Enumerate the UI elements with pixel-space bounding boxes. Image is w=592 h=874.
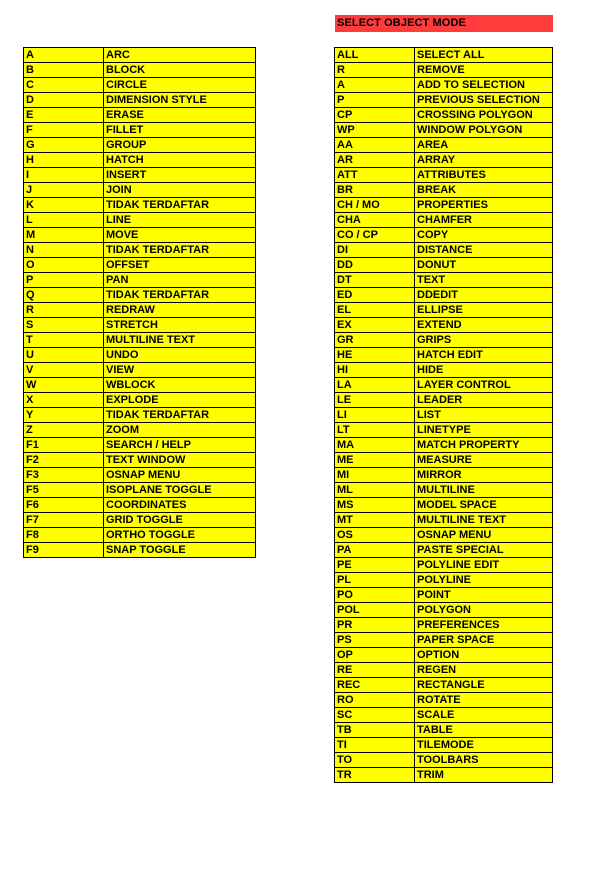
shortcut-key: EX xyxy=(335,318,415,333)
shortcut-key: W xyxy=(24,378,104,393)
command-name: REMOVE xyxy=(415,63,553,78)
table-row xyxy=(335,513,553,528)
command-name: GROUP xyxy=(104,138,256,153)
command-name: MULTILINE TEXT xyxy=(415,513,553,528)
table-row xyxy=(335,108,553,123)
shortcut-key: F5 xyxy=(24,483,104,498)
table-row xyxy=(24,138,256,153)
command-name: OSNAP MENU xyxy=(104,468,256,483)
table-row xyxy=(335,333,553,348)
command-name: SNAP TOGGLE xyxy=(104,543,256,558)
shortcut-key: MS xyxy=(335,498,415,513)
command-name: CROSSING POLYGON xyxy=(415,108,553,123)
command-name: HATCH xyxy=(104,153,256,168)
table-row xyxy=(24,423,256,438)
command-name: STRETCH xyxy=(104,318,256,333)
table-row xyxy=(335,363,553,378)
shortcut-key: DT xyxy=(335,273,415,288)
command-name: TIDAK TERDAFTAR xyxy=(104,198,256,213)
command-name: GRID TOGGLE xyxy=(104,513,256,528)
table-row xyxy=(335,453,553,468)
shortcut-key: MI xyxy=(335,468,415,483)
shortcut-key: F8 xyxy=(24,528,104,543)
table-row xyxy=(335,753,553,768)
shortcut-key: WP xyxy=(335,123,415,138)
command-name: ORTHO TOGGLE xyxy=(104,528,256,543)
table-row xyxy=(335,603,553,618)
command-name: HATCH EDIT xyxy=(415,348,553,363)
command-name: RECTANGLE xyxy=(415,678,553,693)
shortcut-key: ME xyxy=(335,453,415,468)
shortcut-key: EL xyxy=(335,303,415,318)
table-row xyxy=(335,63,553,78)
command-name: TIDAK TERDAFTAR xyxy=(104,243,256,258)
table-row xyxy=(24,438,256,453)
shortcut-key: CP xyxy=(335,108,415,123)
table-row xyxy=(335,438,553,453)
command-name: OSNAP MENU xyxy=(415,528,553,543)
table-row xyxy=(24,453,256,468)
command-name: ZOOM xyxy=(104,423,256,438)
table-row xyxy=(24,303,256,318)
table-row xyxy=(335,498,553,513)
shortcut-key: F xyxy=(24,123,104,138)
table-row xyxy=(335,483,553,498)
shortcut-key: GR xyxy=(335,333,415,348)
command-name: TOOLBARS xyxy=(415,753,553,768)
table-row xyxy=(335,138,553,153)
shortcut-key: PL xyxy=(335,573,415,588)
table-row xyxy=(335,303,553,318)
table-row xyxy=(24,483,256,498)
command-name: POLYLINE EDIT xyxy=(415,558,553,573)
shortcut-key: HI xyxy=(335,363,415,378)
table-row xyxy=(24,258,256,273)
shortcut-key: CH / MO xyxy=(335,198,415,213)
shortcut-key: PR xyxy=(335,618,415,633)
table-row xyxy=(24,378,256,393)
command-shortcut-table xyxy=(23,47,256,558)
shortcut-key: J xyxy=(24,183,104,198)
table-row xyxy=(335,78,553,93)
table-row xyxy=(335,708,553,723)
shortcut-key: G xyxy=(24,138,104,153)
command-name: PREVIOUS SELECTION xyxy=(415,93,553,108)
table-row xyxy=(335,648,553,663)
table-row xyxy=(24,63,256,78)
table-row xyxy=(335,408,553,423)
command-name: TABLE xyxy=(415,723,553,738)
table-row xyxy=(335,213,553,228)
command-name: OPTION xyxy=(415,648,553,663)
table-row xyxy=(24,408,256,423)
table-row xyxy=(24,78,256,93)
command-name: POLYLINE xyxy=(415,573,553,588)
table-row xyxy=(335,678,553,693)
shortcut-key: F2 xyxy=(24,453,104,468)
command-name: PAN xyxy=(104,273,256,288)
table-row xyxy=(335,243,553,258)
table-row xyxy=(24,393,256,408)
shortcut-key: OS xyxy=(335,528,415,543)
table-row xyxy=(335,123,553,138)
table-row xyxy=(24,318,256,333)
shortcut-key: AR xyxy=(335,153,415,168)
shortcut-key: OP xyxy=(335,648,415,663)
table-row xyxy=(24,93,256,108)
shortcut-key: F1 xyxy=(24,438,104,453)
shortcut-key: F9 xyxy=(24,543,104,558)
table-row xyxy=(24,468,256,483)
command-name: ARRAY xyxy=(415,153,553,168)
command-name: PREFERENCES xyxy=(415,618,553,633)
select-object-shortcut-table xyxy=(334,47,553,783)
shortcut-key: F7 xyxy=(24,513,104,528)
shortcut-key: F3 xyxy=(24,468,104,483)
command-name: INSERT xyxy=(104,168,256,183)
shortcut-key: K xyxy=(24,198,104,213)
command-name: LINE xyxy=(104,213,256,228)
shortcut-key: AA xyxy=(335,138,415,153)
shortcut-key: U xyxy=(24,348,104,363)
command-name: ATTRIBUTES xyxy=(415,168,553,183)
command-name: EXTEND xyxy=(415,318,553,333)
table-row xyxy=(24,528,256,543)
table-row xyxy=(335,168,553,183)
table-row xyxy=(24,123,256,138)
table-row xyxy=(24,108,256,123)
command-name: TRIM xyxy=(415,768,553,783)
shortcut-key: S xyxy=(24,318,104,333)
table-row xyxy=(335,228,553,243)
command-name: TEXT xyxy=(415,273,553,288)
table-row xyxy=(335,393,553,408)
command-name: TIDAK TERDAFTAR xyxy=(104,288,256,303)
table-row xyxy=(24,168,256,183)
command-name: WBLOCK xyxy=(104,378,256,393)
command-name: TEXT WINDOW xyxy=(104,453,256,468)
shortcut-key: BR xyxy=(335,183,415,198)
shortcut-key: M xyxy=(24,228,104,243)
command-name: CHAMFER xyxy=(415,213,553,228)
table-row xyxy=(24,288,256,303)
table-row xyxy=(335,423,553,438)
command-name: MODEL SPACE xyxy=(415,498,553,513)
shortcut-key: O xyxy=(24,258,104,273)
command-name: HIDE xyxy=(415,363,553,378)
command-name: LAYER CONTROL xyxy=(415,378,553,393)
command-name: MATCH PROPERTY xyxy=(415,438,553,453)
shortcut-key: CO / CP xyxy=(335,228,415,243)
table-row xyxy=(335,318,553,333)
table-row xyxy=(24,273,256,288)
shortcut-key: LE xyxy=(335,393,415,408)
command-name: ELLIPSE xyxy=(415,303,553,318)
shortcut-key: LT xyxy=(335,423,415,438)
command-name: UNDO xyxy=(104,348,256,363)
shortcut-key: Y xyxy=(24,408,104,423)
command-name: OFFSET xyxy=(104,258,256,273)
command-name: WINDOW POLYGON xyxy=(415,123,553,138)
table-row xyxy=(335,738,553,753)
command-name: DONUT xyxy=(415,258,553,273)
table-row xyxy=(24,213,256,228)
command-name: CIRCLE xyxy=(104,78,256,93)
command-name: REGEN xyxy=(415,663,553,678)
command-name: VIEW xyxy=(104,363,256,378)
command-name: DISTANCE xyxy=(415,243,553,258)
shortcut-key: TI xyxy=(335,738,415,753)
command-name: ROTATE xyxy=(415,693,553,708)
shortcut-key: F6 xyxy=(24,498,104,513)
shortcut-key: TR xyxy=(335,768,415,783)
command-name: BREAK xyxy=(415,183,553,198)
table-row xyxy=(335,288,553,303)
shortcut-key: N xyxy=(24,243,104,258)
shortcut-key: LI xyxy=(335,408,415,423)
table-row xyxy=(335,198,553,213)
shortcut-key: X xyxy=(24,393,104,408)
table-row xyxy=(335,663,553,678)
shortcut-key: I xyxy=(24,168,104,183)
shortcut-key: RE xyxy=(335,663,415,678)
table-row xyxy=(335,573,553,588)
table-row xyxy=(335,543,553,558)
command-name: POLYGON xyxy=(415,603,553,618)
command-name: LEADER xyxy=(415,393,553,408)
table-row xyxy=(24,363,256,378)
shortcut-key: CHA xyxy=(335,213,415,228)
command-name: SCALE xyxy=(415,708,553,723)
command-name: MULTILINE xyxy=(415,483,553,498)
table-row xyxy=(335,633,553,648)
shortcut-key: L xyxy=(24,213,104,228)
command-name: MEASURE xyxy=(415,453,553,468)
command-name: BLOCK xyxy=(104,63,256,78)
shortcut-key: DD xyxy=(335,258,415,273)
shortcut-key: ALL xyxy=(335,48,415,63)
shortcut-key: Z xyxy=(24,423,104,438)
command-name: SEARCH / HELP xyxy=(104,438,256,453)
shortcut-key: SC xyxy=(335,708,415,723)
shortcut-key: DI xyxy=(335,243,415,258)
command-name: LIST xyxy=(415,408,553,423)
shortcut-key: PE xyxy=(335,558,415,573)
command-name: AREA xyxy=(415,138,553,153)
shortcut-key: P xyxy=(24,273,104,288)
shortcut-key: B xyxy=(24,63,104,78)
shortcut-key: PO xyxy=(335,588,415,603)
command-name: ADD TO SELECTION xyxy=(415,78,553,93)
shortcut-key: LA xyxy=(335,378,415,393)
table-row xyxy=(24,183,256,198)
table-row xyxy=(24,198,256,213)
command-name: JOIN xyxy=(104,183,256,198)
shortcut-key: Q xyxy=(24,288,104,303)
command-name: DIMENSION STYLE xyxy=(104,93,256,108)
command-name: DDEDIT xyxy=(415,288,553,303)
shortcut-key: T xyxy=(24,333,104,348)
table-row xyxy=(335,618,553,633)
shortcut-key: POL xyxy=(335,603,415,618)
table-row xyxy=(335,153,553,168)
command-name: COPY xyxy=(415,228,553,243)
command-name: COORDINATES xyxy=(104,498,256,513)
table-row xyxy=(24,543,256,558)
shortcut-key: REC xyxy=(335,678,415,693)
shortcut-key: MT xyxy=(335,513,415,528)
table-row xyxy=(335,183,553,198)
command-name: MOVE xyxy=(104,228,256,243)
table-row xyxy=(335,48,553,63)
table-row xyxy=(335,273,553,288)
command-name: MULTILINE TEXT xyxy=(104,333,256,348)
table-row xyxy=(335,258,553,273)
shortcut-key: MA xyxy=(335,438,415,453)
shortcut-key: C xyxy=(24,78,104,93)
shortcut-key: PS xyxy=(335,633,415,648)
shortcut-key: D xyxy=(24,93,104,108)
table-row xyxy=(335,378,553,393)
shortcut-key: HE xyxy=(335,348,415,363)
shortcut-key: R xyxy=(24,303,104,318)
command-name: GRIPS xyxy=(415,333,553,348)
table-row xyxy=(335,558,553,573)
table-row xyxy=(24,333,256,348)
table-row xyxy=(335,723,553,738)
shortcut-key: E xyxy=(24,108,104,123)
shortcut-key: V xyxy=(24,363,104,378)
command-name: TILEMODE xyxy=(415,738,553,753)
command-name: PAPER SPACE xyxy=(415,633,553,648)
table-row xyxy=(335,588,553,603)
command-name: LINETYPE xyxy=(415,423,553,438)
shortcut-key: TB xyxy=(335,723,415,738)
table-row xyxy=(335,528,553,543)
table-row xyxy=(335,768,553,783)
shortcut-key: RO xyxy=(335,693,415,708)
shortcut-key: TO xyxy=(335,753,415,768)
command-name: ISOPLANE TOGGLE xyxy=(104,483,256,498)
table-row xyxy=(24,243,256,258)
command-name: MIRROR xyxy=(415,468,553,483)
shortcut-key: ATT xyxy=(335,168,415,183)
table-row xyxy=(335,468,553,483)
command-name: PASTE SPECIAL xyxy=(415,543,553,558)
table-row xyxy=(24,228,256,243)
command-name: ARC xyxy=(104,48,256,63)
table-row xyxy=(24,498,256,513)
command-name: EXPLODE xyxy=(104,393,256,408)
table-row xyxy=(335,348,553,363)
shortcut-key: A xyxy=(24,48,104,63)
command-name: ERASE xyxy=(104,108,256,123)
table-row xyxy=(24,48,256,63)
shortcut-key: ED xyxy=(335,288,415,303)
table-row xyxy=(335,693,553,708)
command-name: SELECT ALL xyxy=(415,48,553,63)
shortcut-key: R xyxy=(335,63,415,78)
command-name: PROPERTIES xyxy=(415,198,553,213)
table-row xyxy=(335,93,553,108)
command-name: TIDAK TERDAFTAR xyxy=(104,408,256,423)
command-name: REDRAW xyxy=(104,303,256,318)
table-row xyxy=(24,513,256,528)
shortcut-key: H xyxy=(24,153,104,168)
table-row xyxy=(24,153,256,168)
shortcut-key: ML xyxy=(335,483,415,498)
command-name: POINT xyxy=(415,588,553,603)
table-row xyxy=(24,348,256,363)
shortcut-key: PA xyxy=(335,543,415,558)
select-object-mode-header: SELECT OBJECT MODE xyxy=(335,15,553,32)
command-name: FILLET xyxy=(104,123,256,138)
shortcut-key: P xyxy=(335,93,415,108)
shortcut-key: A xyxy=(335,78,415,93)
